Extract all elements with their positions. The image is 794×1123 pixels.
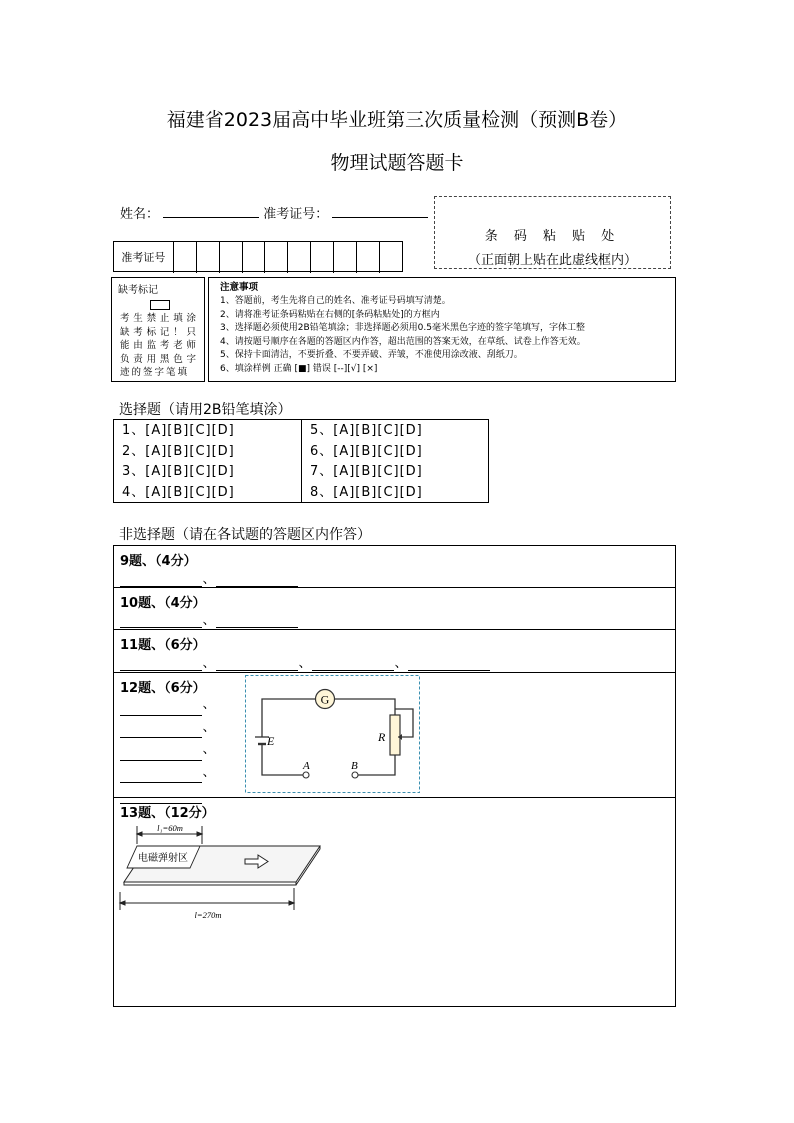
absent-text: 考生禁止填涂缺考标记！只能由监考老师负责用黑色字迹的签字笔填 xyxy=(120,313,198,378)
absent-checkbox[interactable] xyxy=(150,300,170,310)
q10-answers xyxy=(120,609,298,628)
q9-answers xyxy=(120,568,298,587)
page-subtitle: 物理试题答题卡 xyxy=(330,152,464,174)
q11-block xyxy=(113,630,676,673)
separator: 、 xyxy=(394,656,408,671)
barcode-title: 条 码 粘 贴 处 xyxy=(484,229,621,244)
q13-block xyxy=(113,798,676,1007)
q9-title: 9题、（4分） xyxy=(120,554,197,569)
circuit-diagram xyxy=(245,675,420,793)
name-row xyxy=(120,203,428,222)
terminal-a xyxy=(303,772,309,778)
galvanometer-label: G xyxy=(320,692,330,707)
answer-blank[interactable] xyxy=(408,669,490,671)
note-item: 6、填涂样例 正确 [■] 错误 [--][√] [×] xyxy=(220,363,378,374)
resistor-label: R xyxy=(378,730,386,744)
choice-row[interactable]: 8、[A][B][C][D] xyxy=(310,484,423,500)
note-item: 3、选择题必须使用2B铅笔填涂；非选择题必须用0.5毫米黑色字迹的签字笔填写，字体工整 xyxy=(220,323,585,333)
answer-blank[interactable] xyxy=(120,585,202,587)
terminal-a-label: A xyxy=(303,760,310,772)
choice-grid xyxy=(113,419,489,503)
name-field[interactable] xyxy=(163,217,259,218)
id-digit-cell[interactable] xyxy=(173,242,196,273)
separator: 、 xyxy=(298,656,312,671)
l-label: l=270m xyxy=(194,910,222,920)
choice-heading: 选择题（请用2B铅笔填涂） xyxy=(119,402,292,418)
separator: 、 xyxy=(202,719,216,735)
choice-row[interactable]: 7、[A][B][C][D] xyxy=(310,464,423,479)
q10-block xyxy=(113,588,676,630)
id-digit-cell[interactable] xyxy=(264,242,287,273)
barcode-note: （正面朝上贴在此虚线框内） xyxy=(467,253,637,268)
id-grid xyxy=(113,241,403,272)
q12-answers xyxy=(120,693,216,804)
answer-blank[interactable] xyxy=(120,669,202,671)
separator: 、 xyxy=(202,613,216,628)
q12-title: 12题、（6分） xyxy=(120,681,206,696)
terminal-b xyxy=(352,772,358,778)
name-label: 姓名： xyxy=(120,207,160,222)
nonchoice-heading: 非选择题（请在各试题的答题区内作答） xyxy=(119,527,371,543)
separator: 、 xyxy=(202,572,216,587)
separator: 、 xyxy=(202,742,216,757)
note-item: 4、请按题号顺序在各题的答题区内作答，超出范围的答案无效，在草纸、试卷上作答无效。 xyxy=(220,336,586,347)
choice-row[interactable]: 2、[A][B][C][D] xyxy=(122,443,235,459)
id-label: 准考证号： xyxy=(263,207,329,222)
id-digit-cell[interactable] xyxy=(310,242,333,273)
answer-blank[interactable] xyxy=(216,669,298,671)
absent-mark-box xyxy=(111,277,205,382)
choice-row[interactable]: 3、[A][B][C][D] xyxy=(122,464,235,479)
note-item: 2、请将准考证条码粘贴在右侧的[条码粘贴处]的方框内 xyxy=(220,309,440,320)
choice-column-left xyxy=(114,420,302,502)
note-item: 5、保持卡面清洁，不要折叠、不要弄破、弄皱，不准使用涂改液、刮纸刀。 xyxy=(220,350,523,360)
id-digit-cell[interactable] xyxy=(333,242,356,273)
choice-row[interactable]: 5、[A][B][C][D] xyxy=(310,423,423,438)
answer-blank[interactable] xyxy=(216,626,298,628)
choice-row[interactable]: 4、[A][B][C][D] xyxy=(122,484,235,500)
page-title: 福建省2023届高中毕业班第三次质量检测（预测B卷） xyxy=(166,109,628,131)
id-grid-label: 准考证号 xyxy=(121,251,166,264)
zone-label: 电磁弹射区 xyxy=(138,853,188,864)
rheostat-symbol xyxy=(390,715,400,755)
note-item: 1、答题前，考生先将自己的姓名、准考证号码填写清楚。 xyxy=(220,296,451,306)
q11-title: 11题、（6分） xyxy=(120,638,206,653)
answer-blank[interactable] xyxy=(312,669,394,671)
id-digit-cell[interactable] xyxy=(219,242,242,273)
separator: 、 xyxy=(202,764,216,780)
choice-column-right xyxy=(302,420,488,502)
barcode-area xyxy=(434,196,671,269)
q9-block xyxy=(113,545,676,588)
id-digit-cell[interactable] xyxy=(379,242,402,273)
answer-blank[interactable] xyxy=(120,626,202,628)
q12-block xyxy=(113,673,676,798)
track-diagram xyxy=(118,822,328,922)
choice-row[interactable]: 6、[A][B][C][D] xyxy=(310,443,423,459)
separator: 、 xyxy=(202,656,216,671)
id-digit-cell[interactable] xyxy=(196,242,219,273)
notes-box xyxy=(208,277,676,382)
answer-blank[interactable] xyxy=(216,585,298,587)
id-digit-cell[interactable] xyxy=(242,242,265,273)
terminal-b-label: B xyxy=(351,760,358,772)
choice-row[interactable]: 1、[A][B][C][D] xyxy=(122,423,235,438)
battery-label: E xyxy=(267,734,275,748)
q11-answers xyxy=(120,652,490,671)
q10-title: 10题、（4分） xyxy=(120,596,206,611)
q13-title: 13题、（12分） xyxy=(120,806,215,821)
id-field[interactable] xyxy=(332,217,428,218)
notes-title: 注意事项 xyxy=(220,282,259,293)
separator: 、 xyxy=(202,697,216,712)
absent-title: 缺考标记 xyxy=(118,285,158,296)
id-digit-cell[interactable] xyxy=(356,242,379,273)
l1-label: l₁=60m xyxy=(157,823,183,833)
id-digit-cell[interactable] xyxy=(287,242,310,273)
